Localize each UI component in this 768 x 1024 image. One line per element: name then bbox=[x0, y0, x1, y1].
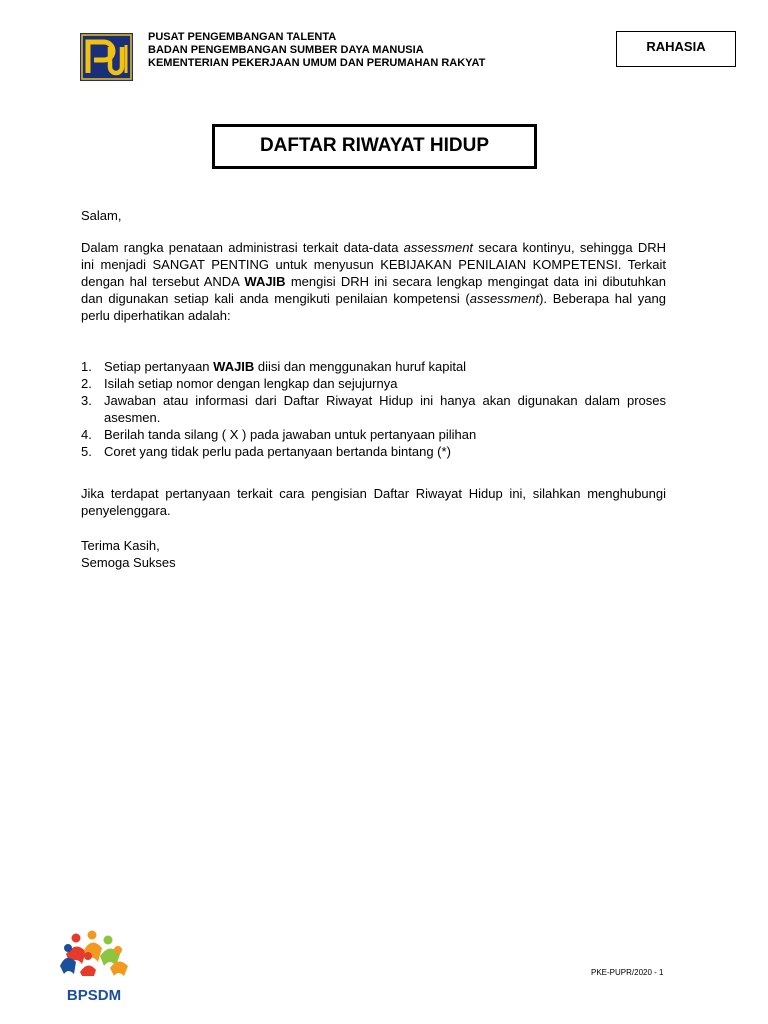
bpsdm-people-icon bbox=[58, 930, 130, 976]
list-number: 2. bbox=[81, 376, 92, 391]
list-text: Berilah tanda silang ( X ) pada jawaban untuk pertanyaan pilihan bbox=[104, 427, 477, 442]
list-text-part: diisi dan menggunakan huruf kapital bbox=[254, 359, 467, 374]
greeting: Salam, bbox=[81, 208, 122, 223]
bpsdm-wordmark: BPSDM bbox=[66, 987, 122, 1004]
instruction-list bbox=[81, 358, 666, 460]
list-bold: WAJIB bbox=[213, 359, 255, 374]
list-text: Isilah setiap nomor dengan lengkap dan sejujurnya bbox=[104, 376, 398, 391]
list-item bbox=[81, 375, 666, 392]
document-title: DAFTAR RIWAYAT HIDUP bbox=[212, 124, 537, 169]
list-item bbox=[81, 392, 666, 426]
intro-text-1: Dalam rangka penataan administrasi terkait data-data bbox=[81, 240, 404, 255]
intro-bold: WAJIB bbox=[244, 274, 286, 289]
organization-header bbox=[148, 31, 485, 70]
classification-badge: RAHASIA bbox=[616, 31, 736, 67]
list-text: Coret yang tidak perlu pada pertanyaan bertanda bintang (*) bbox=[104, 444, 451, 459]
list-item bbox=[81, 358, 666, 375]
sign-off-line-1: Terima Kasih, bbox=[81, 538, 160, 553]
list-item bbox=[81, 443, 666, 460]
org-line-3: KEMENTERIAN PEKERJAAN UMUM DAN PERUMAHAN RAKYAT bbox=[148, 57, 486, 69]
intro-text-3: mengisi DRH ini secara lengkap mengingat data ini dibutuhkan dan digunakan setiap kali anda mengikuti penilaian kompetensi ( bbox=[81, 274, 666, 306]
sign-off bbox=[81, 537, 666, 571]
list-text-part: Setiap pertanyaan bbox=[104, 359, 214, 374]
bpsdm-logo bbox=[58, 930, 130, 1004]
list-text: Jawaban atau informasi dari Daftar Riwayat Hidup ini hanya akan digunakan dalam proses asesmen. bbox=[104, 393, 666, 425]
page-code: PKE-PUPR/2020 - 1 bbox=[591, 968, 664, 977]
list-number: 3. bbox=[81, 393, 92, 408]
intro-text-4: ). Beberapa hal yang perlu diperhatikan adalah: bbox=[81, 291, 666, 323]
intro-paragraph bbox=[81, 239, 666, 324]
closing-note: Jika terdapat pertanyaan terkait cara pengisian Daftar Riwayat Hidup ini, silahkan menghubungi penyelenggara. bbox=[81, 486, 666, 518]
org-line-1: PUSAT PENGEMBANGAN TALENTA bbox=[148, 31, 337, 43]
pupr-logo bbox=[80, 33, 133, 81]
intro-italic-1: assessment bbox=[403, 240, 474, 255]
org-line-2: BADAN PENGEMBANGAN SUMBER DAYA MANUSIA bbox=[148, 44, 424, 56]
list-text bbox=[104, 358, 666, 375]
intro-text-2: secara kontinyu, sehingga DRH ini menjadi SANGAT PENTING untuk menyusun KEBIJAKAN PENILAIAN KOMPETENSI. Terkait dengan hal tersebut ANDA bbox=[81, 240, 666, 289]
sign-off-line-2: Semoga Sukses bbox=[81, 555, 176, 570]
list-number: 4. bbox=[81, 427, 92, 442]
list-number: 5. bbox=[81, 444, 92, 459]
intro-italic-2: assessment bbox=[469, 291, 540, 306]
list-item bbox=[81, 426, 666, 443]
list-number: 1. bbox=[81, 359, 92, 374]
